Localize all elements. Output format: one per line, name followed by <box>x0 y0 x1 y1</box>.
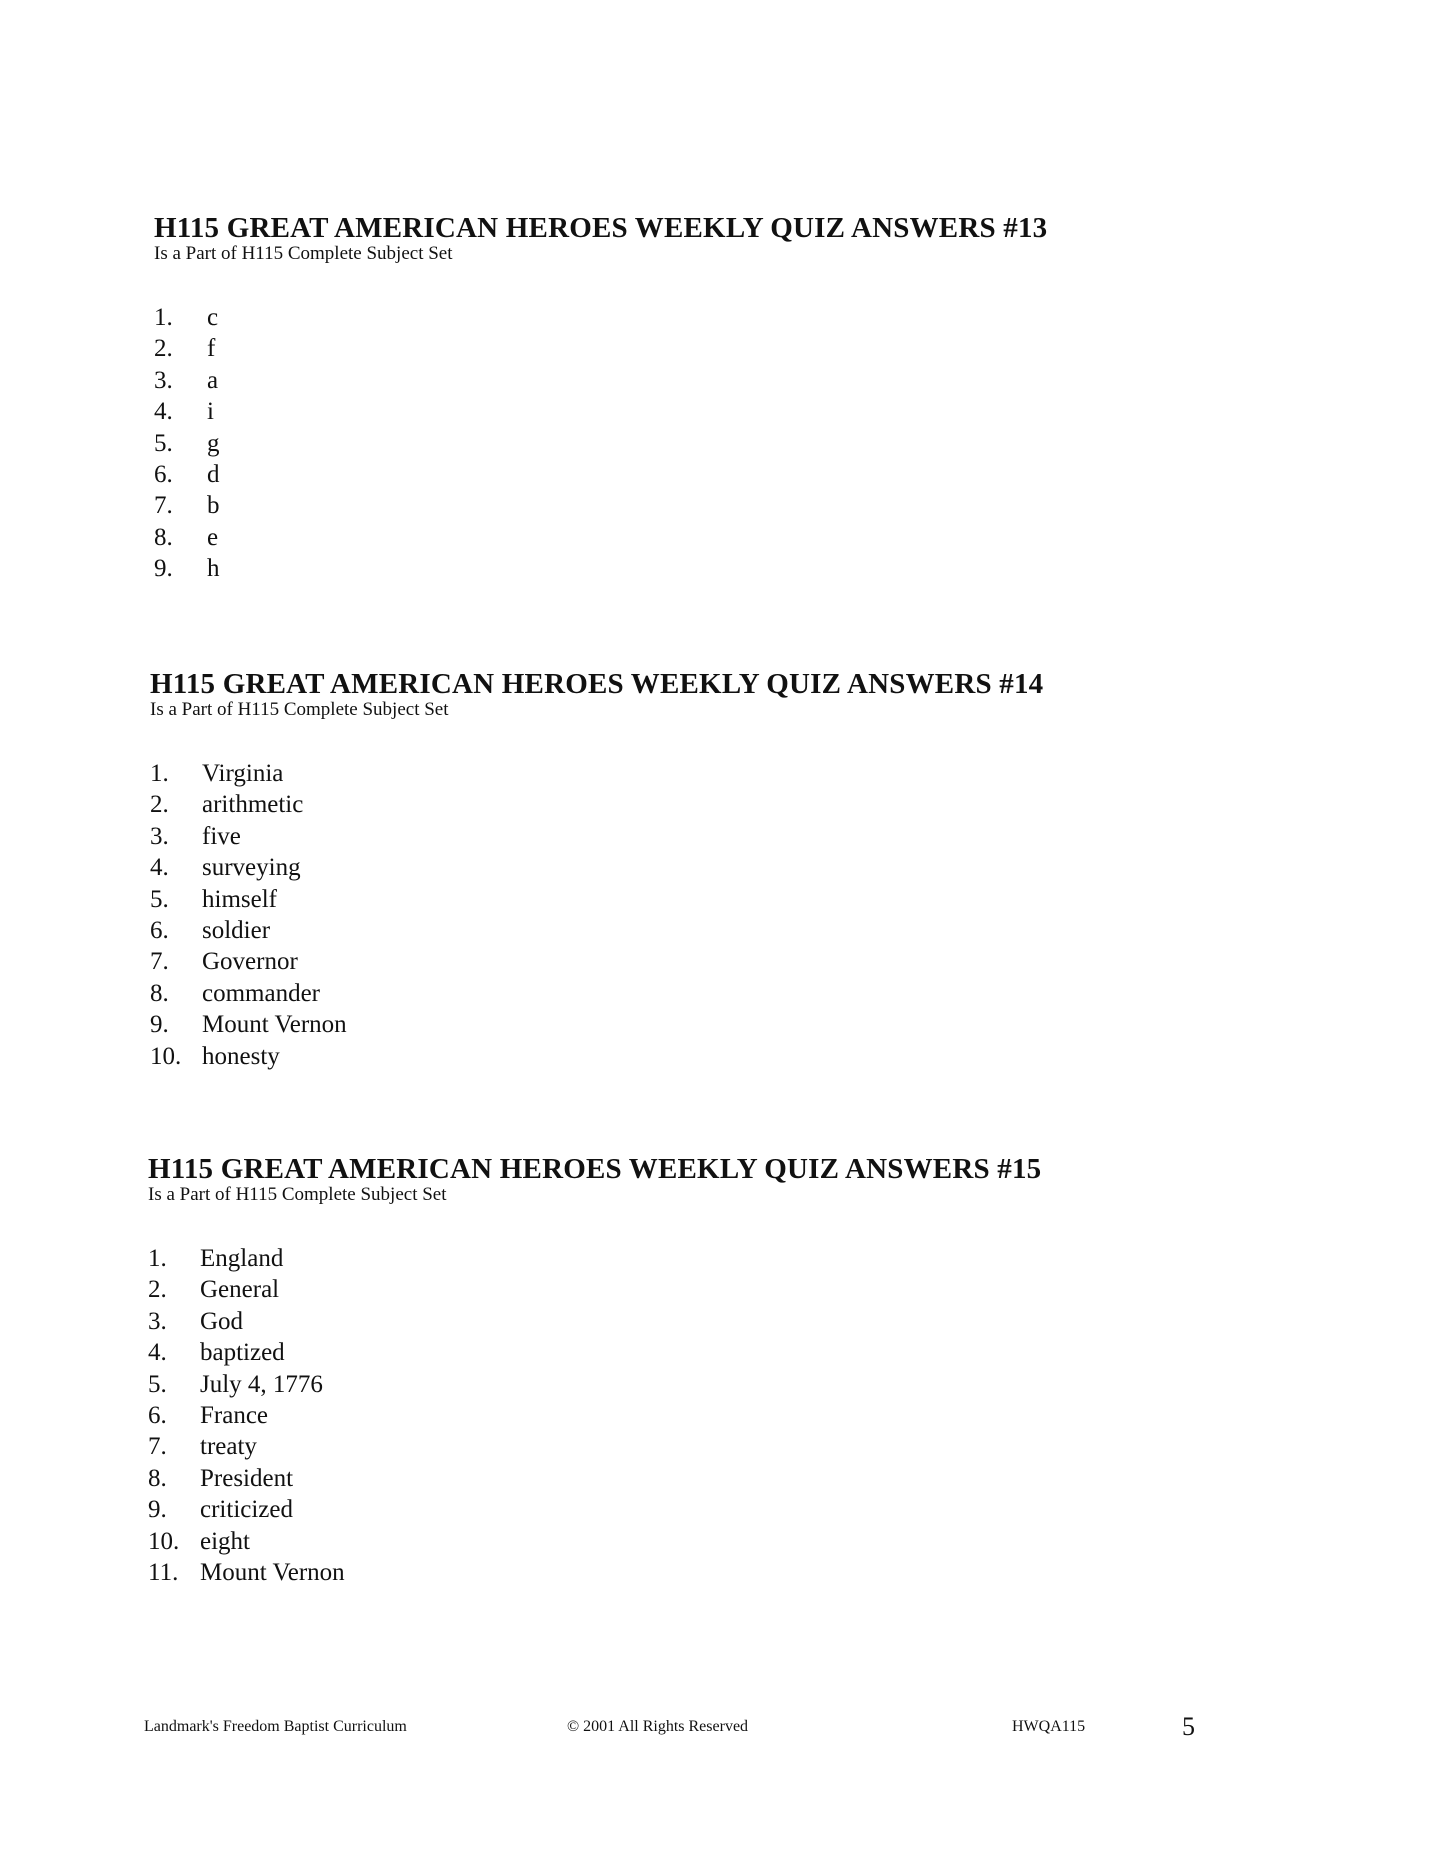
quiz-title: H115 GREAT AMERICAN HEROES WEEKLY QUIZ ANSWERS #15 <box>148 1153 1042 1185</box>
answer-number: 9. <box>154 555 173 583</box>
answer-text: Mount Vernon <box>202 1011 347 1039</box>
answer-item <box>150 789 1350 820</box>
answer-item <box>148 1463 1348 1494</box>
answer-text: d <box>207 460 220 488</box>
answer-item <box>150 758 1350 789</box>
answer-item <box>154 490 1354 521</box>
answer-item <box>150 1041 1350 1072</box>
answer-number: 6. <box>148 1401 167 1429</box>
answer-number: 3. <box>150 822 169 850</box>
answer-text: i <box>207 398 214 426</box>
answer-text: criticized <box>200 1496 293 1524</box>
answer-number: 8. <box>154 523 173 551</box>
answer-list <box>150 758 1350 1072</box>
answer-number: 3. <box>148 1307 167 1335</box>
answer-list <box>148 1243 1348 1588</box>
answer-text: July 4, 1776 <box>200 1370 323 1398</box>
answer-item <box>148 1243 1348 1274</box>
answer-item <box>150 1009 1350 1040</box>
answer-number: 10. <box>148 1527 180 1555</box>
answer-text: c <box>207 304 219 331</box>
answer-text: surveying <box>202 854 301 882</box>
answer-number: 11. <box>148 1558 179 1586</box>
answer-text: Virginia <box>202 760 284 787</box>
answer-number: 4. <box>148 1339 167 1367</box>
answer-number: 7. <box>154 492 173 520</box>
answer-number: 5. <box>154 429 173 457</box>
answer-number: 9. <box>148 1496 167 1524</box>
answer-number: 4. <box>154 398 173 426</box>
answer-item <box>150 915 1350 946</box>
quiz-title: H115 GREAT AMERICAN HEROES WEEKLY QUIZ ANSWERS #14 <box>150 668 1044 700</box>
answer-text: eight <box>200 1527 250 1555</box>
answer-item <box>150 978 1350 1009</box>
answer-item <box>148 1337 1348 1368</box>
answer-number: 1. <box>150 760 169 787</box>
answer-item <box>148 1494 1348 1525</box>
answer-item <box>148 1274 1348 1305</box>
answer-item <box>148 1400 1348 1431</box>
answer-text: soldier <box>202 916 271 944</box>
answer-number: 7. <box>148 1433 167 1461</box>
answer-text: commander <box>202 979 321 1007</box>
answer-item <box>148 1306 1348 1337</box>
answer-number: 2. <box>154 335 173 363</box>
answer-text: Governor <box>202 948 298 976</box>
answer-number: 5. <box>148 1370 167 1398</box>
answer-number: 1. <box>154 304 173 331</box>
answer-number: 1. <box>148 1245 167 1272</box>
answer-item <box>154 459 1354 490</box>
answer-number: 6. <box>150 916 169 944</box>
answer-text: General <box>200 1276 280 1304</box>
answer-item <box>148 1431 1348 1462</box>
quiz-section-15 <box>148 1153 1348 1588</box>
answer-text: God <box>200 1307 244 1335</box>
answer-number: 7. <box>150 948 169 976</box>
quiz-subtitle: Is a Part of H115 Complete Subject Set <box>150 699 449 720</box>
answer-text: President <box>200 1464 294 1492</box>
quiz-subtitle: Is a Part of H115 Complete Subject Set <box>154 243 453 264</box>
answer-text: f <box>207 335 216 363</box>
answer-item <box>154 396 1354 427</box>
answer-item <box>150 946 1350 977</box>
answer-number: 8. <box>150 979 169 1007</box>
answer-number: 10. <box>150 1042 182 1070</box>
answer-text: treaty <box>200 1433 257 1461</box>
answer-item <box>148 1369 1348 1400</box>
answer-text: baptized <box>200 1339 285 1367</box>
answer-item <box>150 852 1350 883</box>
quiz-title: H115 GREAT AMERICAN HEROES WEEKLY QUIZ ANSWERS #13 <box>154 212 1048 244</box>
answer-text: Mount Vernon <box>200 1558 345 1586</box>
answer-text: e <box>207 523 219 551</box>
answer-number: 4. <box>150 854 169 882</box>
answer-item <box>148 1557 1348 1588</box>
answer-item <box>150 884 1350 915</box>
quiz-section-14 <box>150 668 1350 1072</box>
answer-text: France <box>200 1401 269 1429</box>
answer-text: honesty <box>202 1042 280 1070</box>
answer-text: b <box>207 492 220 520</box>
answer-number: 2. <box>148 1276 167 1304</box>
answer-text: h <box>207 555 220 583</box>
answer-item <box>148 1526 1348 1557</box>
answer-item <box>154 428 1354 459</box>
answer-text: England <box>200 1245 284 1272</box>
footer-curriculum: Landmark's Freedom Baptist Curriculum <box>144 1718 407 1735</box>
answer-number: 3. <box>154 366 173 394</box>
footer-copyright: © 2001 All Rights Reserved <box>567 1718 749 1735</box>
answer-number: 9. <box>150 1011 169 1039</box>
quiz-section-13 <box>154 212 1354 585</box>
page-number: 5 <box>1182 1712 1195 1741</box>
answer-number: 5. <box>150 885 169 913</box>
answer-text: himself <box>202 885 277 913</box>
answer-number: 6. <box>154 460 173 488</box>
answer-item <box>154 553 1354 584</box>
page-footer <box>0 1712 1445 1742</box>
answer-list <box>154 302 1354 585</box>
answer-text: a <box>207 366 219 394</box>
answer-text: g <box>207 429 220 457</box>
answer-number: 2. <box>150 791 169 819</box>
footer-code: HWQA115 <box>1012 1718 1086 1735</box>
answer-text: arithmetic <box>202 791 304 819</box>
answer-item <box>154 365 1354 396</box>
answer-number: 8. <box>148 1464 167 1492</box>
answer-item <box>154 522 1354 553</box>
answer-item <box>150 821 1350 852</box>
answer-item <box>154 302 1354 333</box>
answer-text: five <box>202 822 241 850</box>
quiz-subtitle: Is a Part of H115 Complete Subject Set <box>148 1184 447 1205</box>
answer-item <box>154 333 1354 364</box>
